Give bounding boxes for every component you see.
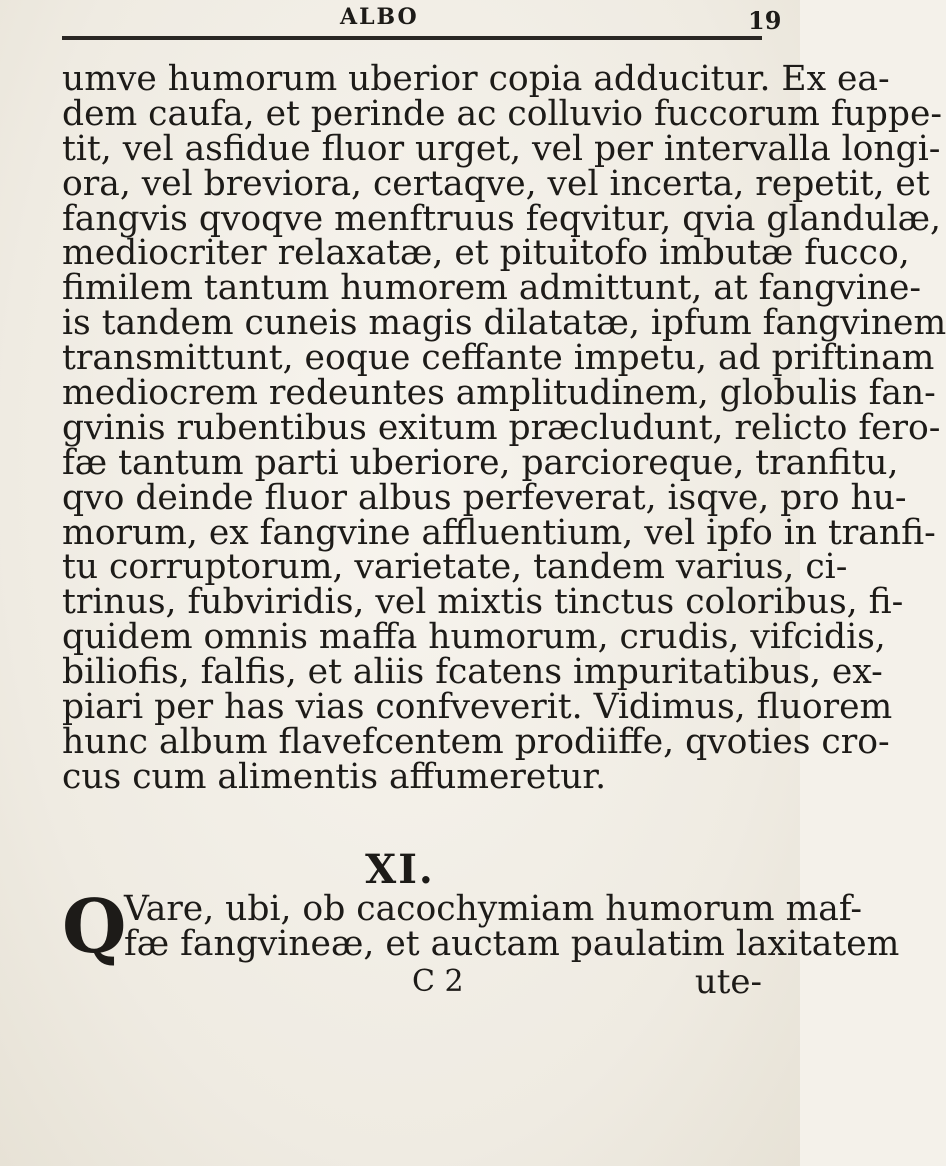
text-line: ora, vel breviora, certaqve, vel incerta, repetit, et: [62, 163, 930, 204]
text-line: fimilem tantum humorem admittunt, at fangvine-: [62, 268, 922, 309]
page-number: 19: [748, 6, 782, 35]
drop-cap: Q: [62, 884, 127, 970]
section-paragraph: [62, 884, 900, 970]
text-line: piari per has vias confveverit. Vidimus, fluorem: [62, 687, 893, 728]
text-line: fæ tantum parti uberiore, parcioreque, tranfitu,: [62, 442, 899, 483]
running-head: [0, 0, 800, 40]
catchword: ute-: [694, 962, 762, 1002]
page-footer: [62, 964, 762, 1004]
text-line: fangvis qvoqve menftruus feqvitur, qvia glandulæ,: [62, 198, 942, 239]
text-line: quidem omnis maffa humorum, crudis, vifcidis,: [62, 617, 886, 658]
main-paragraph: [62, 59, 946, 797]
text-line: cus cum alimentis affumeretur.: [62, 756, 607, 797]
text-line: gvinis rubentibus exitum præcludunt, relicto fero-: [62, 407, 941, 448]
text-line: morum, ex fangvine affluentium, vel ipfo in tranfi-: [62, 512, 936, 553]
text-line: qvo deinde fluor albus perfeverat, isqve, pro hu-: [62, 477, 907, 518]
text-line: mediocriter relaxatæ, et pituitofo imbutæ fucco,: [62, 233, 910, 274]
header-rule: [62, 36, 762, 40]
running-title: ALBO: [340, 4, 419, 30]
signature-mark: C 2: [412, 964, 464, 999]
text-line: umve humorum uberior copia adducitur. Ex ea-: [62, 59, 890, 99]
text-line: hunc album flavefcentem prodiiffe, qvoties cro-: [62, 721, 890, 762]
text-line: mediocrem redeuntes amplitudinem, globulis fan-: [62, 373, 936, 414]
text-line: transmittunt, eoque ceffante impetu, ad priftinam: [62, 338, 935, 379]
text-line: tit, vel asfidue fluor urget, vel per intervalla longi-: [62, 128, 941, 169]
text-line: tu corruptorum, varietate, tandem varius, ci-: [62, 547, 848, 588]
text-line: Vare, ubi, ob cacochymiam humorum maf-: [124, 889, 863, 929]
text-line: is tandem cuneis magis dilatatæ, ipfum fangvinem: [62, 303, 946, 344]
text-line: fæ fangvineæ, et auctam paulatim laxitatem: [124, 923, 900, 964]
text-line: biliofis, falfis, et aliis fcatens impuritatibus, ex-: [62, 652, 883, 693]
section-number: XI.: [365, 846, 435, 893]
text-line: dem caufa, et perinde ac colluvio fuccorum fuppe-: [62, 93, 943, 134]
text-line: trinus, fubviridis, vel mixtis tinctus coloribus, fi-: [62, 582, 904, 623]
